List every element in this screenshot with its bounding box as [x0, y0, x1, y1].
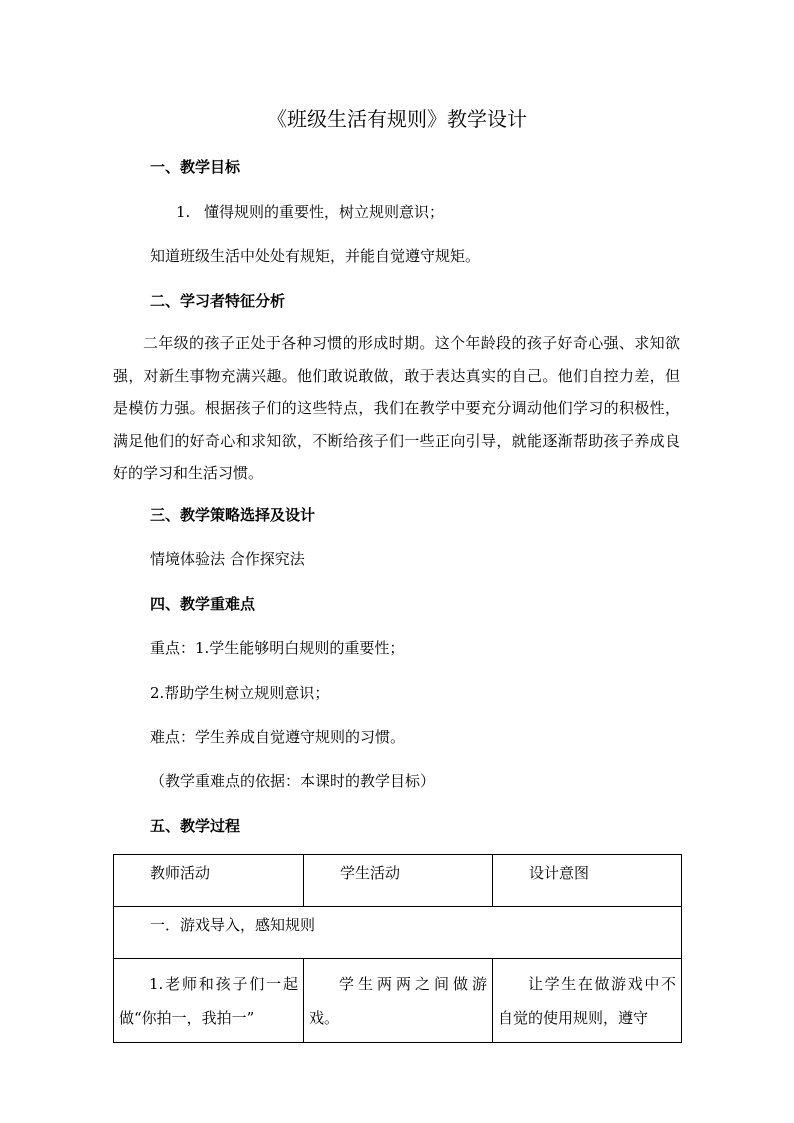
- strategy-text: 情境体验法 合作探究法: [150, 550, 305, 568]
- section-heading-process: 五、教学过程: [150, 817, 241, 835]
- key-point-2: 2.帮助学生树立规则意识；: [150, 684, 330, 702]
- table-section-row: [114, 907, 682, 959]
- header-design-intent: 设计意图: [493, 855, 682, 907]
- section-title-cell: 一．游戏导入，感知规则: [114, 907, 682, 959]
- section-heading-learners: 二、学习者特征分析: [150, 292, 286, 310]
- section-heading-goals: 一、教学目标: [150, 158, 241, 176]
- key-point-1: 重点：1.学生能够明白规则的重要性；: [150, 639, 405, 657]
- learner-analysis-paragraph: 二年级的孩子正处于各种习惯的形成时期。这个年龄段的孩子好奇心强、求知欲强，对新生事物充满兴趣。他们敢说敢做，敢于表达真实的自己。他们自控力差，但是模仿力强。根据孩子们的这些特点，我们在教学中要充分调动他们学习的积极性，满足他们的好奇心和求知欲，不断给孩子们一些正向引导，就能逐渐帮助孩子养成良好的学习和生活习惯。: [113, 334, 680, 483]
- table-row: [114, 959, 682, 1043]
- section-heading-strategy: 三、教学策略选择及设计: [150, 506, 316, 524]
- header-teacher-activity: 教师活动: [114, 855, 304, 907]
- table-header-row: [114, 855, 682, 907]
- goal-line-2: 知道班级生活中处处有规矩，并能自觉遵守规矩。: [150, 247, 481, 265]
- teacher-activity-cell: 1.老师和孩子们一起做“你拍一，我拍一”: [114, 959, 304, 1043]
- header-student-activity: 学生活动: [304, 855, 493, 907]
- student-activity-cell: 学生两两之间做游戏。: [304, 959, 493, 1043]
- goal-item-text: 懂得规则的重要性，树立规则意识；: [204, 203, 445, 221]
- difficult-point: 难点：学生养成自觉遵守规则的习惯。: [150, 728, 406, 746]
- goal-item-number: 1.: [176, 203, 191, 221]
- key-point-basis: （教学重难点的依据：本课时的教学目标）: [150, 772, 436, 790]
- teaching-process-table: [113, 854, 682, 1043]
- design-intent-cell: 让学生在做游戏中不自觉的使用规则，遵守: [493, 959, 682, 1043]
- document-title: 《班级生活有规则》教学设计: [267, 107, 527, 131]
- section-heading-key-points: 四、教学重难点: [150, 595, 256, 613]
